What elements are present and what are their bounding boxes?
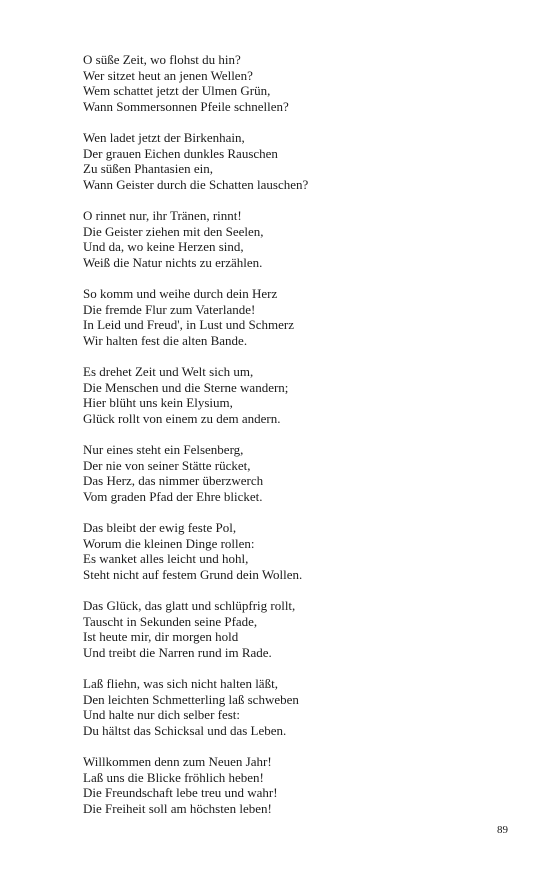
poem-line: Steht nicht auf festem Grund dein Wollen. xyxy=(83,566,303,582)
poem-stanza xyxy=(83,364,503,426)
poem-line: Vom graden Pfad der Ehre blicket. xyxy=(83,488,263,504)
poem-stanza xyxy=(83,52,503,114)
page-number: 89 xyxy=(497,824,508,836)
poem-stanza xyxy=(83,130,503,192)
poem xyxy=(83,52,503,832)
poem-line: Wir halten fest die alten Bande. xyxy=(83,332,248,348)
poem-line: O süße Zeit, wo flohst du hin? xyxy=(83,52,241,67)
poem-stanza xyxy=(83,208,503,270)
poem-stanza xyxy=(83,286,503,348)
poem-line: Es wanket alles leicht und hohl, xyxy=(83,551,249,566)
poem-line: Willkommen denn zum Neuen Jahr! xyxy=(83,754,272,769)
poem-line: Die fremde Flur zum Vaterlande! xyxy=(83,301,256,317)
poem-line: Wann Sommersonnen Pfeile schnellen? xyxy=(83,98,289,114)
poem-line: Und treibt die Narren rund im Rade. xyxy=(83,644,272,660)
poem-line: Zu süßen Phantasien ein, xyxy=(83,161,213,176)
poem-line: Und da, wo keine Herzen sind, xyxy=(83,239,244,254)
poem-line: Die Geister ziehen mit den Seelen, xyxy=(83,223,264,239)
poem-stanza xyxy=(83,676,503,738)
poem-stanza xyxy=(83,754,503,816)
poem-line: Wann Geister durch die Schatten lauschen? xyxy=(83,176,309,192)
poem-line: Die Freundschaft lebe treu und wahr! xyxy=(83,785,278,800)
poem-line: Glück rollt von einem zu dem andern. xyxy=(83,410,281,426)
poem-line: So komm und weihe durch dein Herz xyxy=(83,286,278,301)
poem-line: Der nie von seiner Stätte rücket, xyxy=(83,457,251,473)
poem-line: Die Menschen und die Sterne wandern; xyxy=(83,379,289,395)
poem-line: Es drehet Zeit und Welt sich um, xyxy=(83,364,254,379)
poem-line: Worum die kleinen Dinge rollen: xyxy=(83,535,255,551)
poem-line: Laß fliehn, was sich nicht halten läßt, xyxy=(83,676,278,691)
poem-line: Wem schattet jetzt der Ulmen Grün, xyxy=(83,83,271,98)
poem-line: Du hältst das Schicksal und das Leben. xyxy=(83,722,287,738)
poem-stanza xyxy=(83,520,503,582)
poem-line: Tauscht in Sekunden seine Pfade, xyxy=(83,613,258,629)
poem-line: Weiß die Natur nichts zu erzählen. xyxy=(83,254,263,270)
poem-line: Die Freiheit soll am höchsten leben! xyxy=(83,800,272,816)
poem-line: Laß uns die Blicke fröhlich heben! xyxy=(83,769,264,785)
poem-line: In Leid und Freud', in Lust und Schmerz xyxy=(83,317,295,332)
poem-line: Hier blüht uns kein Elysium, xyxy=(83,395,233,410)
poem-line: Der grauen Eichen dunkles Rauschen xyxy=(83,145,278,161)
poem-line: Ist heute mir, dir morgen hold xyxy=(83,629,239,644)
poem-stanza xyxy=(83,442,503,504)
poem-line: O rinnet nur, ihr Tränen, rinnt! xyxy=(83,208,242,223)
poem-line: Wer sitzet heut an jenen Wellen? xyxy=(83,67,253,83)
poem-line: Wen ladet jetzt der Birkenhain, xyxy=(83,130,245,145)
poem-line: Das Glück, das glatt und schlüpfrig rollt, xyxy=(83,598,296,613)
poem-line: Den leichten Schmetterling laß schweben xyxy=(83,691,299,707)
poem-line: Das bleibt der ewig feste Pol, xyxy=(83,520,237,535)
poem-line: Nur eines steht ein Felsenberg, xyxy=(83,442,244,457)
poem-line: Und halte nur dich selber fest: xyxy=(83,707,241,722)
poem-line: Das Herz, das nimmer überzwerch xyxy=(83,473,264,488)
poem-stanza xyxy=(83,598,503,660)
